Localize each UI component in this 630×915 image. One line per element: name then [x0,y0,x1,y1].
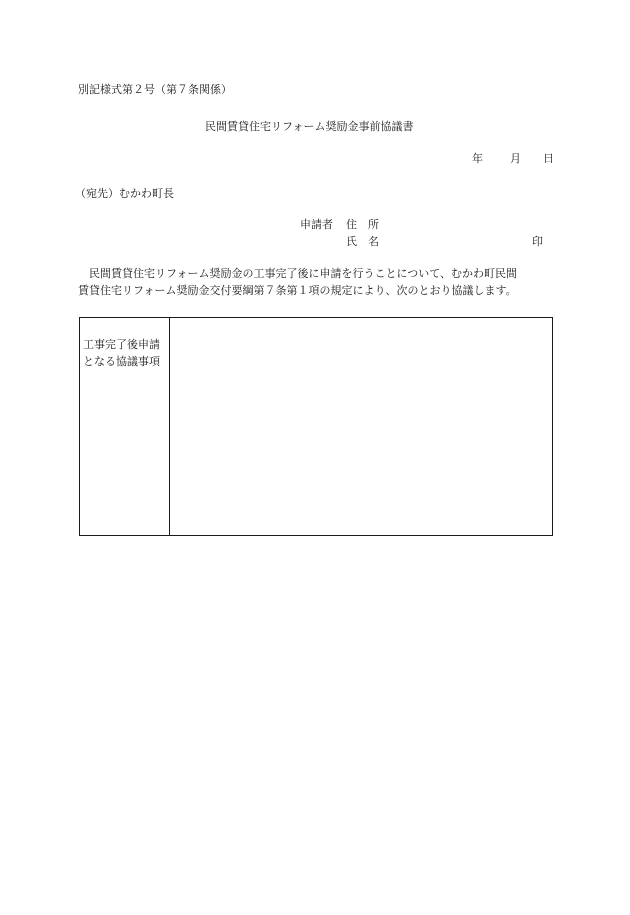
date-year: 年 [472,152,483,165]
address-label: 住 所 [346,218,379,231]
form-number-label: 別記様式第２号（第７条関係） [78,83,232,96]
date-day: 日 [543,152,554,165]
consultation-items-field[interactable] [172,322,548,531]
applicant-role: 申請者 [300,218,333,231]
consultation-table [79,317,553,536]
document-title: 民間賃貸住宅リフォーム奨励金事前協議書 [205,120,414,133]
date-month: 月 [510,152,521,165]
name-label: 氏 名 [346,235,379,248]
date-line [472,152,554,166]
label-line-2: となる協議事項 [83,355,160,368]
seal-mark: 印 [532,235,543,248]
applicant-address-row [300,218,379,235]
label-line-1: 工事完了後申請 [83,338,160,351]
addressee: （宛先）むかわ町長 [75,187,174,200]
body-line-1: 民間賃貸住宅リフォーム奨励金の工事完了後に申請を行うことについて、むかわ町民間 [78,267,518,280]
applicant-name-row [300,235,379,252]
body-paragraph [78,265,558,299]
consultation-items-label [83,336,160,370]
table-divider [169,318,170,535]
body-line-2: 賃貸住宅リフォーム奨励金交付要綱第７条第１項の規定により、次のとおり協議します。 [78,284,517,297]
applicant-block [300,218,379,252]
